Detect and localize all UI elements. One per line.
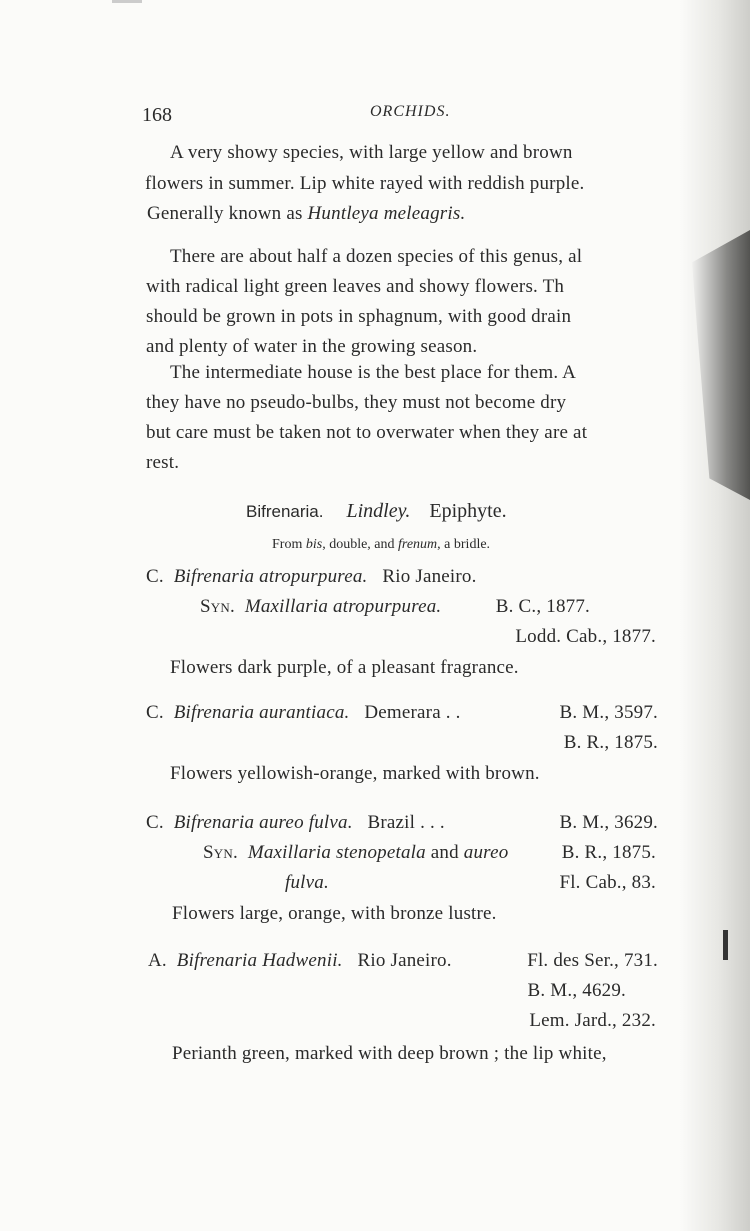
- intro-line-1: A very showy species, with large yellow and brown: [170, 142, 573, 163]
- genus-author: Lindley.: [346, 500, 411, 522]
- species-2-description: Flowers yellowish-orange, marked with brown.: [170, 763, 540, 784]
- species-3-description: Flowers large, orange, with bronze lustre.: [172, 903, 497, 924]
- species-3-ref-1: B. M., 3629.: [559, 812, 658, 833]
- culture-para-line-4: rest.: [146, 452, 180, 473]
- species-3-ref-2: B. R., 1875.: [561, 842, 656, 863]
- genus-para-line-4: and plenty of water in the growing season.: [146, 336, 478, 357]
- species-4-description: Perianth green, marked with deep brown ; the lip white,: [172, 1043, 607, 1064]
- species-2-ref-2: B. R., 1875.: [563, 732, 658, 753]
- species-4-ref-3: Lem. Jard., 232.: [529, 1010, 656, 1031]
- culture-para-line-1: The intermediate house is the best place for them. A: [170, 362, 577, 383]
- species-3-synonym: Syn. Maxillaria stenopetala and aureo: [203, 842, 509, 863]
- genus-heading: [246, 500, 507, 523]
- species-2-entry: C. Bifrenaria aurantiaca. Demerara . .: [146, 702, 461, 723]
- species-3-entry: C. Bifrenaria aureo fulva. Brazil . . .: [146, 812, 445, 833]
- species-4-ref-1: Fl. des Ser., 731.: [527, 950, 658, 971]
- species-1-ref-2: Lodd. Cab., 1877.: [515, 626, 656, 647]
- species-1-ref-1: B. C., 1877.: [495, 596, 590, 617]
- page-number: 168: [142, 104, 172, 126]
- species-2-ref-1: B. M., 3597.: [559, 702, 658, 723]
- culture-para-line-3: but care must be taken not to overwater when they are at: [146, 422, 588, 443]
- running-head: ORCHIDS.: [370, 103, 451, 120]
- culture-para-line-2: they have no pseudo-bulbs, they must not become dry: [146, 392, 567, 413]
- page-gutter-shadow: [680, 0, 750, 1231]
- scan-artifact: [112, 0, 142, 3]
- scan-mark: [723, 930, 728, 960]
- species-1-description: Flowers dark purple, of a pleasant fragrance.: [170, 657, 519, 678]
- species-1-entry: C. Bifrenaria atropurpurea. Rio Janeiro.: [146, 566, 477, 587]
- species-4-ref-2: B. M., 4629.: [527, 980, 626, 1001]
- genus-para-line-1: There are about half a dozen species of this genus, al: [170, 246, 583, 267]
- genus-para-line-2: with radical light green leaves and showy flowers. Th: [146, 276, 565, 297]
- species-3-synonym-cont: fulva.: [285, 872, 329, 893]
- species-1-synonym: Syn. Maxillaria atropurpurea.: [200, 596, 442, 617]
- genus-etymology: From bis, double, and frenum, a bridle.: [272, 537, 491, 552]
- species-4-entry: A. Bifrenaria Hadwenii. Rio Janeiro.: [148, 950, 452, 971]
- species-3-ref-3: Fl. Cab., 83.: [559, 872, 656, 893]
- genus-name: Bifrenaria.: [246, 502, 324, 521]
- intro-line-2: flowers in summer. Lip white rayed with reddish purple.: [145, 173, 585, 194]
- intro-line-3: Generally known as Huntleya meleagris.: [147, 203, 466, 224]
- genus-habit: Epiphyte.: [429, 500, 507, 522]
- genus-para-line-3: should be grown in pots in sphagnum, with good drain: [146, 306, 572, 327]
